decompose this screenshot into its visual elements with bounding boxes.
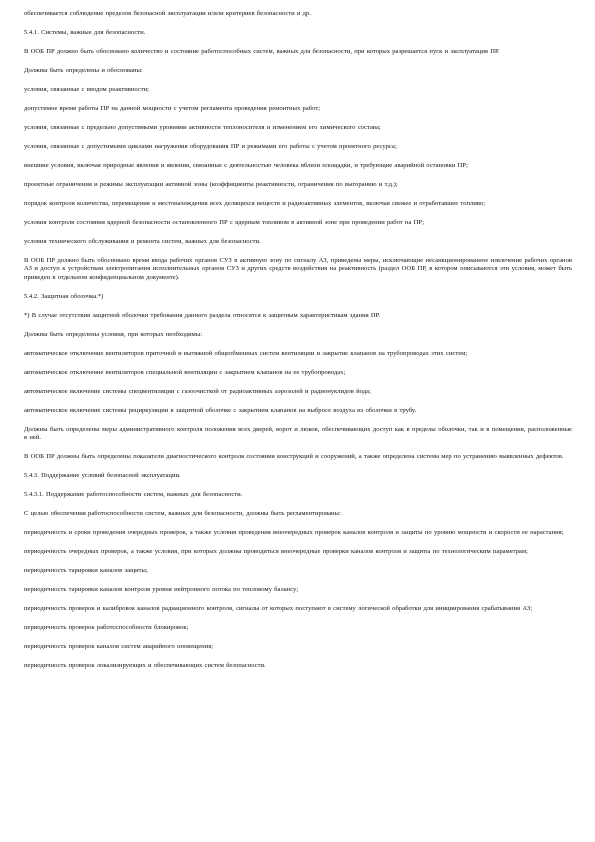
- paragraph: обеспечивается соблюдение пределов безопасной эксплуатации и/или критериев безопасности и др.: [24, 10, 311, 17]
- section-heading: 5.4.1. Системы, важные для безопасности.: [24, 29, 146, 36]
- list-item: условия, связанные с вводом реактивности;: [24, 86, 150, 93]
- list-item: проектные ограничения и режимы эксплуатации активной зоны (коэффициенты реактивности, ограничения по выгоранию и т.д.);: [24, 181, 398, 188]
- list-item: внешние условия, включая природные явления и явления, связанные с деятельностью человека вблизи площадки, и требующие аварийной остановки ПР;: [24, 162, 468, 169]
- list-item: допустимое время работы ПР на данной мощности с учетом регламента проведения ремонтных работ;: [24, 105, 321, 112]
- list-item: периодичность проверок локализирующих и обеспечивающих систем безопасности.: [24, 662, 266, 670]
- paragraph: Должны быть определены меры административного контроля положения всех дверей, ворот и люков, обеспечивающих доступ как в пределы оболочки, так и в помещения, расположенные в ней.: [24, 425, 572, 442]
- list-item: порядок контроля количества, перемещения и местонахождения всех делящихся веществ и радиоактивных элементов, включая свежее и отработавшее топливо;: [24, 200, 486, 207]
- section-heading: 5.4.2. Защитная оболочка.*): [24, 292, 104, 300]
- list-item: условия технического обслуживания и ремонта систем, важных для безопасности.: [24, 238, 261, 245]
- paragraph: В ООБ ПР должно быть обосновано количество и состояние работоспособных систем, важных для безопасности, при которых разрешается пуск и эксплуатация ПР.: [24, 48, 500, 55]
- list-item: автоматическое отключение вентиляторов приточной и вытяжной общеобменных систем вентиляции и закрытие клапанов на трубопроводах этих систем;: [24, 349, 468, 357]
- list-item: периодичность очередных проверок, а также условия, при которых должны проводиться внеочередные проверки каналов контроля и защиты по технологическим параметрам;: [24, 548, 528, 556]
- list-item: периодичность тарировки каналов контроля уровня нейтронного потока по тепловому балансу;: [24, 586, 299, 594]
- section-heading: 5.4.3. Поддержание условий безопасной эксплуатации.: [24, 472, 181, 480]
- list-item: автоматическое включение системы рециркуляции в защитной оболочке с закрытием клапанов на выбросе воздуха из оболочки в трубу.: [24, 406, 417, 414]
- list-item: автоматическое отключение вентиляторов специальной вентиляции с закрытием клапанов на ее трубопроводах;: [24, 368, 346, 376]
- subsection-heading: 5.4.3.1. Поддержание работоспособности систем, важных для безопасности.: [24, 491, 243, 499]
- paragraph: В ООБ ПР должны быть определены показатели диагностического контроля состояния конструкций и сооружений, а также определена система мер по устранению выявленных дефектов.: [24, 453, 564, 461]
- list-item: автоматическое включение системы спецвентиляции с газоочисткой от радиоактивных аэрозолей и радионуклидов йода;: [24, 387, 371, 395]
- list-item: периодичность и сроки проведения очередных проверок, а также условия проведения внеочередных проверок каналов контроля и защиты по уровню мощности и скорости ее нарастания;: [24, 529, 564, 537]
- footnote: *) В случае отсутствия защитной оболочки требования данного раздела относятся к защитным характеристикам здания ПР.: [24, 311, 381, 319]
- list-item: условия, связанные с допустимыми циклами нагружения оборудования ПР и режимами его работы с учетом проектного ресурса;: [24, 143, 397, 150]
- paragraph: С целью обеспечения работоспособности систем, важных для безопасности, должны быть регламентированы:: [24, 510, 341, 518]
- list-item: условия, связанные с предельно допустимыми уровнями активности теплоносителя и изменением его химического состава;: [24, 124, 381, 131]
- paragraph: В ООБ ПР должно быть обосновано время ввода рабочих органов СУЗ в активную зону по сигналу АЗ, приведены меры, исключающие несанкционированное извлечение рабочих органов АЗ и доступ к устройствам электропитания исполнительных органов СУЗ и других средств воздействия на реактивность (раздел ООБ ПР, в котором описываются эти условия, может быть приведен в отдельном конфиденциальном документе).: [24, 257, 572, 281]
- list-item: периодичность проверок работоспособности блокировок;: [24, 624, 189, 632]
- list-item: периодичность проверок и калибровок каналов радиационного контроля, сигналы от которых поступают в систему логической обработки для инициирования срабатывания АЗ;: [24, 605, 533, 613]
- paragraph: Должны быть определены и обоснованы:: [24, 67, 143, 74]
- document-page: [24, 10, 572, 681]
- paragraph: Должны быть определены условия, при которых необходимы:: [24, 330, 203, 338]
- list-item: условия контроля состояния ядерной безопасности остановленного ПР с ядерным топливом в активной зоне при проведении работ на ПР;: [24, 219, 425, 226]
- list-item: периодичность тарировки каналов защиты;: [24, 567, 148, 575]
- list-item: периодичность проверок каналов систем аварийного оповещения;: [24, 643, 214, 651]
